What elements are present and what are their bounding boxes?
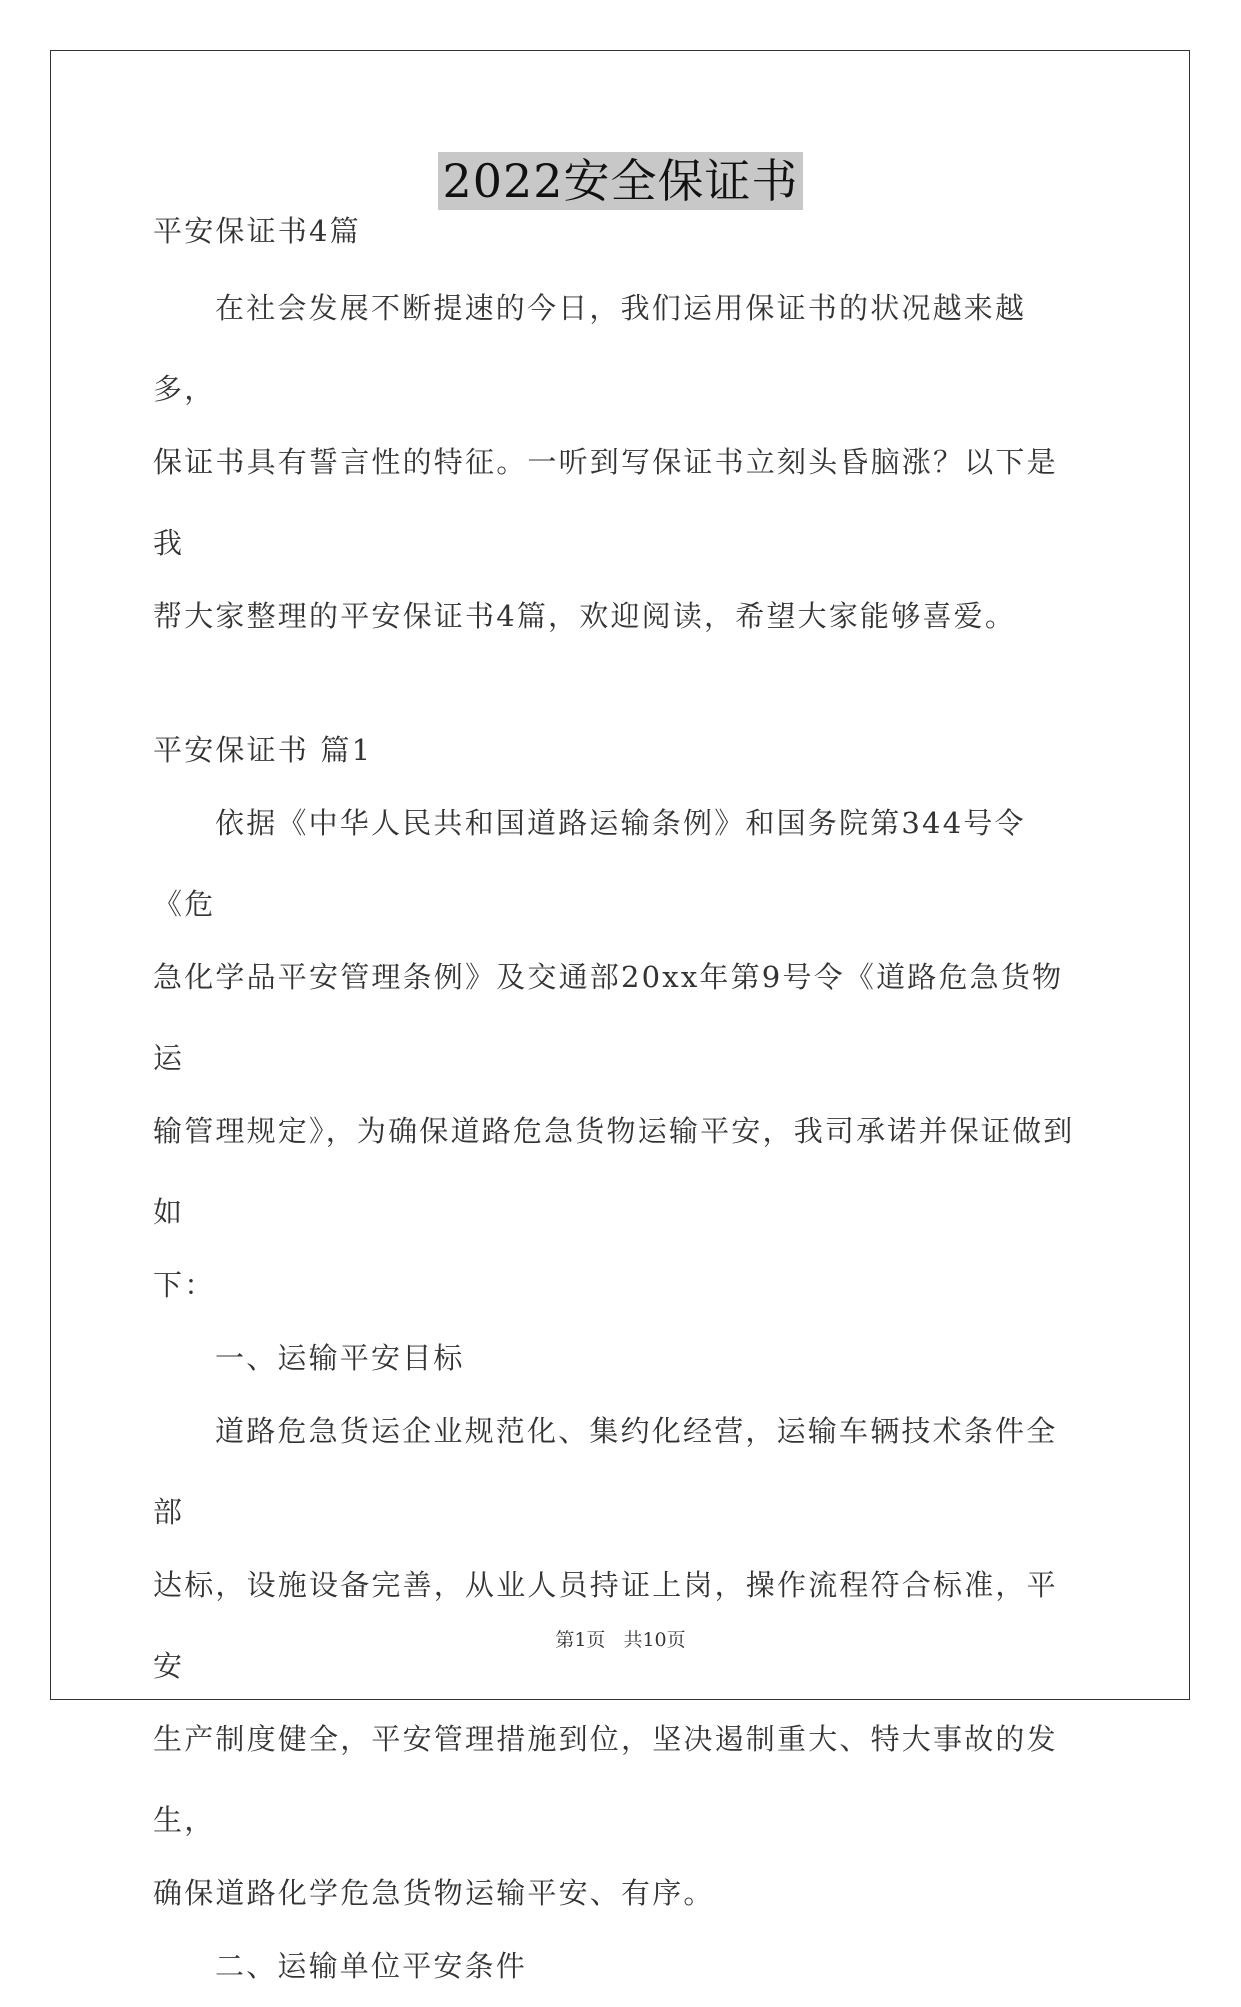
subtitle: 平安保证书4篇 <box>153 214 361 248</box>
goal-line-3: 生产制度健全，平安管理措施到位，坚决遏制重大、特大事故的发生， <box>153 1722 1058 1837</box>
heading-unit-safety-conditions: 二、运输单位平安条件 <box>215 1949 528 1983</box>
goal-line-4: 确保道路化学危急货物运输平安、有序。 <box>153 1876 715 1910</box>
intro-line-3: 帮大家整理的平安保证书4篇，欢迎阅读，希望大家能够喜爱。 <box>153 599 1017 633</box>
document-title: 2022安全保证书 <box>438 152 802 210</box>
page-current: 第1页 <box>555 1629 606 1651</box>
basis-line-4: 下： <box>153 1268 216 1302</box>
intro-line-2: 保证书具有誓言性的特征。一听到写保证书立刻头昏脑涨？以下是我 <box>153 445 1058 560</box>
basis-line-1: 依据《中华人民共和国道路运输条例》和国务院第344号令《危 <box>153 806 1026 921</box>
heading-transport-safety-goal: 一、运输平安目标 <box>215 1341 465 1375</box>
document-body <box>153 191 1085 2007</box>
section-heading: 平安保证书 篇1 <box>153 733 373 767</box>
basis-line-2: 急化学品平安管理条例》及交通部20xx年第9号令《道路危急货物运 <box>153 960 1064 1075</box>
goal-line-2: 达标，设施设备完善，从业人员持证上岗，操作流程符合标准，平安 <box>153 1568 1058 1683</box>
intro-line-1: 在社会发展不断提速的今日，我们运用保证书的状况越来越多， <box>153 291 1027 406</box>
goal-line-1: 道路危急货运企业规范化、集约化经营，运输车辆技术条件全部 <box>153 1414 1058 1529</box>
basis-line-3: 输管理规定》，为确保道路危急货物运输平安，我司承诺并保证做到如 <box>153 1114 1075 1229</box>
page-total: 共10页 <box>623 1629 686 1651</box>
page-footer <box>0 1625 1241 1652</box>
